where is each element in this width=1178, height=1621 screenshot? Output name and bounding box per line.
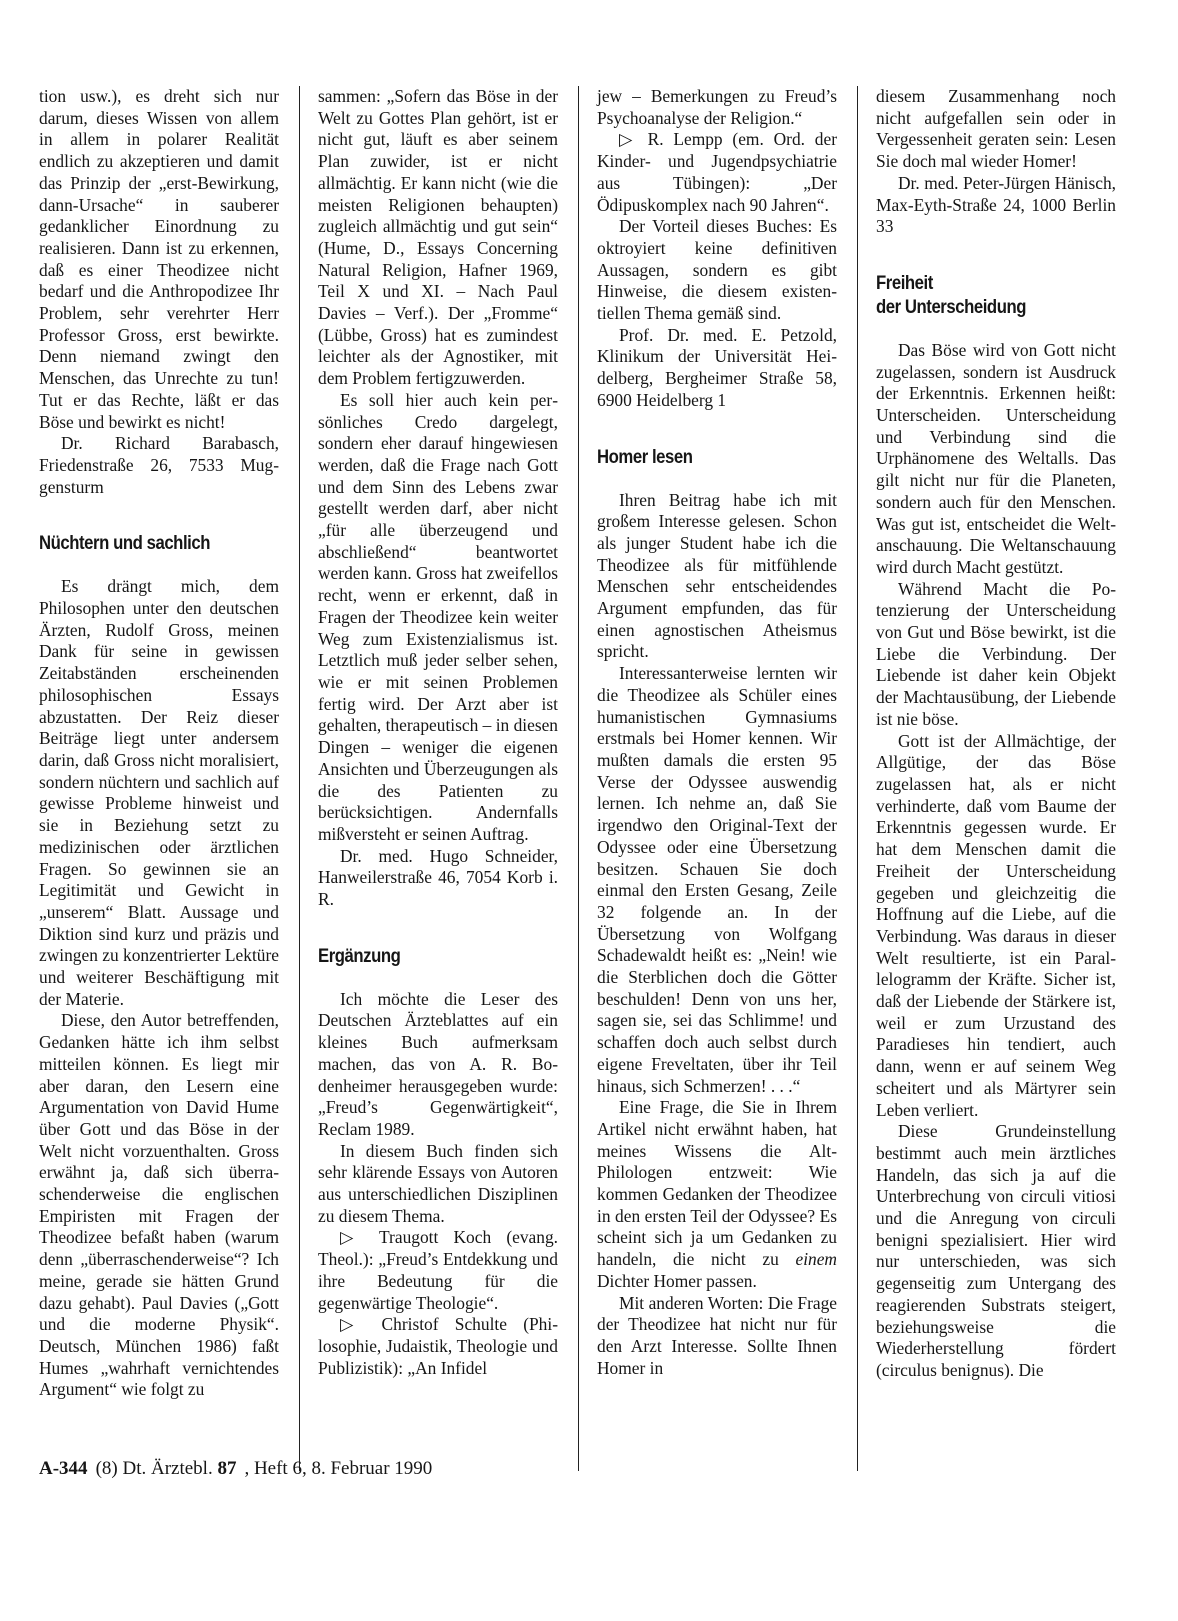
paragraph: Es soll hier auch kein persönliches Credo dargelegt, sondern eher darauf hingewiesen werden, daß die Frage nach Gott und dem Sinn des Lebens zwar gestellt werden darf, aber nicht „für alle überzeugend und abschließend“ beantwortet werden kann. Gross hat zweifellos recht, wenn er erkennt, daß in Fragen der Theodizee kein weiter Weg zum Existenzialismus ist. Letztlich muß jeder selber sehen, wie er mit seinen Problemen fertig wird. Der Arzt aber ist gehalten, therapeutisch – in diesen Dingen – weniger die eigenen Ansichten und Überzeugungen als die des Patienten zu berücksichtigen. Andernfalls mißversteht er seinen Auftrag.: [318, 389, 559, 844]
paragraph: Gott ist der Allmächtige, der Allgütige, der das Böse zugelassen hat, als er nicht verhinderte, daß vom Baume der Erkenntnis gegessen wurde. Er hat dem Menschen damit die Freiheit der Unterscheidung gegeben und gleichzeitig die Hoffnung auf die Liebe, auf die Verbindung. Was daraus in dieser Welt resultierte, ist ein Parallelogramm der Kräfte. Sicher ist, daß der Liebende der Stärkere ist, weil er zum Urzustand des Paradieses hin tendiert, auch dann, wenn er auf seinem Weg scheitert und als Märtyrer sein Leben verliert.: [876, 730, 1116, 1120]
column-2: [318, 86, 558, 1379]
paragraph: Mit anderen Worten: Die Frage der Theodizee hat nicht nur für den Arzt Interesse. Sollte Ihnen Homer in: [597, 1292, 837, 1378]
paragraph: sammen: „Sofern das Böse in der Welt zu Gottes Plan gehört, ist er nicht gut, läuft es aber seinem Plan zuwider, ist er nicht allmächtig. Er kann nicht (wie die meisten Religionen behaupten) zugleich allmächtig und gut sein“ (Hume, D., Essays Concerning Natural Religion, Hafner 1969, Teil X und XI. – Nach Paul Davies – Verf.). Der „Fromme“ (Lübbe, Gross) hat es zumindest leichter als der Agnostiker, mit dem Problem fertigzuwerden.: [318, 86, 558, 389]
paragraph: In diesem Buch finden sich sehr klärende Essays von Autoren aus unterschiedlichen Disziplinen zu diesem Thema.: [318, 1140, 558, 1226]
column-rule: [299, 86, 300, 1471]
volume-number: 87: [217, 1458, 237, 1479]
paragraph: [597, 1097, 837, 1292]
emphasis-text: einem: [795, 1249, 837, 1270]
paragraph-text: Eine Frage, die Sie in Ihrem Artikel nicht erwähnt haben, hat meines Wissens die Alt-Philologen entzweit: Wie kommen Gedanken der Theodizee in den ersten Teil der Odyssee? Es scheint sich ja um Gedanken zu handeln, die nicht zu: [597, 1097, 837, 1270]
paragraph: Der Vorteil dieses Buches: Es oktroyiert keine definitiven Aussagen, sondern es gibt Hinweise, die diesem existentiellen Thema gemäß sind.: [597, 216, 837, 324]
page-footer: [39, 1458, 432, 1480]
section-heading: [876, 272, 1087, 320]
section-heading: Nüchtern und sachlich: [39, 533, 210, 555]
column-1: [39, 86, 279, 1401]
paragraph: diesem Zusammenhang noch nicht aufgefallen sein oder in Vergessenheit geraten sein: Lesen Sie doch mal wieder Homer!: [876, 86, 1116, 172]
paragraph: Interessanterweise lernten wir die Theodizee als Schüler eines humanistischen Gymnasiums erstmals bei Homer kennen. Wir mußten damals die ersten 95 Verse der Odyssee auswendig lernen. Ich nehme an, daß Sie irgendwo den Original-Text der Odyssee oder eine Übersetzung besitzen. Schauen Sie doch einmal den Ersten Gesang, Zeile 32 folgende an. In der Übersetzung von Wolfgang Schadewaldt heißt es: „Nein! wie die Sterblichen doch die Götter beschulden! Denn von uns her, sagen sie, sei das Schlimme! und schaffen doch auch selbst durch eigene Freveltaten, über ihr Teil hinaus, sich Schmerzen! . . .“: [597, 663, 837, 1096]
section-heading: Ergänzung: [318, 945, 401, 967]
issue-date: , Heft 6, 8. Februar 1990: [244, 1458, 433, 1479]
column-4: [876, 86, 1116, 1382]
paragraph: ▷ Traugott Koch (evang. Theol.): „Freud’s Entdekkung und ihre Bedeutung für die gegenwärtige Theologie“.: [318, 1227, 558, 1313]
paragraph: Ihren Beitrag habe ich mit großem Interesse gelesen. Schon als junger Student habe ich die Theodizee als für mitfühlende Menschen sehr entscheidendes Argument empfunden, das für einen agnostischen Atheismus spricht.: [597, 489, 837, 662]
letter-signature: Dr. med. Peter-Jürgen Hänisch, Max-Eyth-Straße 24, 1000 Berlin 33: [876, 172, 1116, 237]
section-heading: Homer lesen: [597, 446, 693, 468]
letter-signature: Prof. Dr. med. E. Petzold, Klinikum der Universität Heidelberg, Bergheimer Straße 58, 6900 Heidelberg 1: [597, 324, 837, 410]
paragraph: ▷ R. Lempp (em. Ord. der Kinder- und Jugendpsychiatrie aus Tübingen): „Der Ödipuskomplex nach 90 Jahren“.: [597, 129, 837, 215]
journal-citation: (8) Dt. Ärztebl.: [95, 1458, 218, 1479]
column-3: [597, 86, 837, 1379]
paragraph: Das Böse wird von Gott nicht zugelassen, sondern ist Ausdruck der Erkenntnis. Erkennen heißt: Unterscheiden. Unterscheidung und Verbindung sind die Urphänomene des Weltalls. Das gilt nicht nur für die Planeten, sondern auch für den Menschen. Was gut ist, entscheidet die Weltanschauung. Die Weltanschauung wird durch Macht gestützt.: [876, 339, 1116, 577]
paragraph: Diese Grundeinstellung bestimmt auch mein ärztliches Handeln, das sich ja auf die Unterbrechung von circuli vitiosi und die Anregung von circuli benigni spezialisiert. Hier wird nur unterschieden, was sich gegenseitig zum Untergang des reagierenden Substrats steigert, beziehungsweise die Wiederherstellung fördert (circulus benignus). Die: [876, 1121, 1116, 1380]
column-rule: [857, 86, 858, 1471]
paragraph: Diese, den Autor betreffenden, Gedanken hätte ich ihm selbst mitteilen können. Es liegt mir aber daran, den Lesern eine Argumentation von David Hume über Gott und das Böse in der Welt nicht vorzuenthalten. Gross erwähnt ja, daß sich überraschenderweise die englischen Empiristen mit Fragen der Theodizee befaßt haben (warum denn „überraschenderweise“? Ich meine, gerade sie hätten Grund dazu gehabt). Paul Davies („Gott und die moderne Physik“. Deutsch, München 1986) faßt Humes „wahrhaft vernichtendes Argument“ wie folgt zu: [39, 1010, 279, 1400]
column-rule: [578, 86, 579, 1471]
letter-signature: Dr. med. Hugo Schneider, Hanweilerstraße 46, 7054 Korb i. R.: [318, 845, 558, 910]
heading-line: der Unterscheidung: [876, 296, 1027, 318]
paragraph: jew – Bemerkungen zu Freud’s Psychoanalyse der Religion.“: [597, 86, 837, 128]
page-number: A-344: [39, 1458, 88, 1479]
paragraph: Ich möchte die Leser des Deutschen Ärzteblattes auf ein kleines Buch aufmerksam machen, das von A. R. Bodenheimer herausgegeben wurde: „Freud’s Gegenwärtigkeit“, Reclam 1989.: [318, 988, 558, 1139]
paragraph: Es drängt mich, dem Philosophen unter den deutschen Ärzten, Rudolf Gross, meinen Dank für seine in gewissen Zeitabständen erscheinenden philosophischen Essays abzustatten. Der Reiz dieser Beiträge liegt unter andersem darin, daß Gross nicht moralisiert, sondern nüchtern und sachlich auf gewisse Probleme hinweist und sie in Beziehung setzt zu medizinischen oder ärztlichen Fragen. So gewinnen sie an Legitimität und Gewicht in „unserem“ Blatt. Aussage und Diktion sind kurz und präzis und zwingen zu konzentrierter Lektüre und weiterer Beschäftigung mit der Materie.: [39, 576, 279, 1009]
letter-signature: Dr. Richard Barabasch, Friedenstraße 26, 7533 Muggensturm: [39, 433, 279, 497]
paragraph: tion usw.), es dreht sich nur darum, dieses Wissen von allem in allem in polarer Realität endlich zu akzeptieren und damit das Prinzip der „erst-Bewirkung, dann-Ursache“ in sauberer gedanklicher Einordnung zu realisieren. Dann ist zu erkennen, daß es einer Theodizee nicht bedarf und die Anthropodizee Ihr Problem, sehr verehrter Herr Professor Gross, erst bewirkte. Denn niemand zwingt den Menschen, das Unrechte zu tun! Tut er das Rechte, läßt er das Böse und bewirkt es nicht!: [39, 86, 279, 432]
heading-line: Freiheit: [876, 272, 933, 294]
paragraph-text: Dichter Homer passen.: [597, 1270, 757, 1291]
paragraph: ▷ Christof Schulte (Philosophie, Judaistik, Theologie und Publizistik): „An Infidel: [318, 1314, 558, 1378]
paragraph: Während Macht die Potenzierung der Unterscheidung von Gut und Böse bewirkt, ist die Liebe die Verbindung. Der Liebende ist daher kein Objekt der Machtausübung, der Liebende ist nie böse.: [876, 578, 1116, 729]
